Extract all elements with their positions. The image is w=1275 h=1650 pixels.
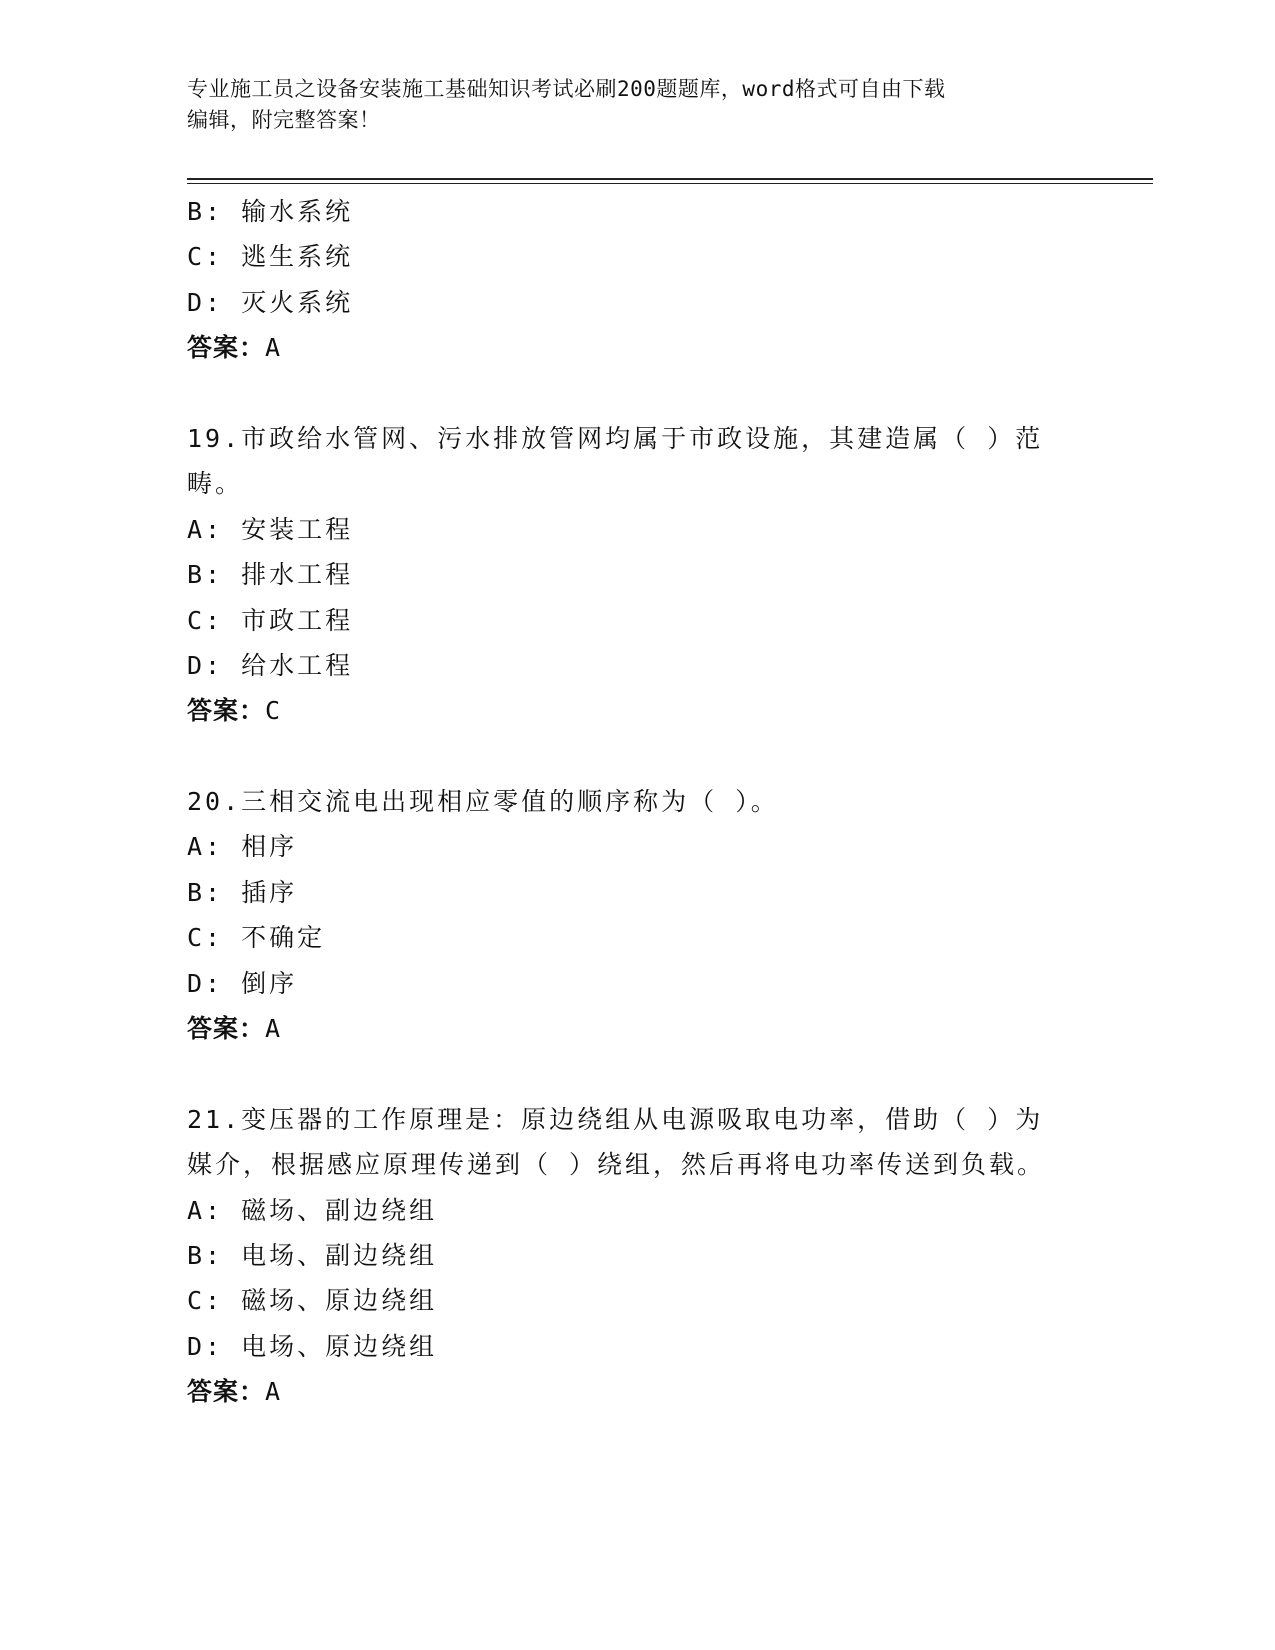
answer-line <box>187 1006 1067 1051</box>
option-d: D: 电场、原边绕组 <box>187 1331 438 1361</box>
option-a: A: 相序 <box>187 832 298 862</box>
answer-label: 答案： <box>187 333 266 363</box>
option-b: B: 电场、副边绕组 <box>187 1240 438 1270</box>
document-header <box>187 74 1067 136</box>
question-20 <box>187 779 1067 1051</box>
header-title-line-2: 编辑，附完整答案！ <box>187 108 381 132</box>
question-18 <box>187 189 1067 371</box>
option-c: C: 市政工程 <box>187 605 354 635</box>
question-21 <box>187 1097 1067 1415</box>
option-b: B: 插序 <box>187 877 298 907</box>
option-d: D: 灭火系统 <box>187 287 354 317</box>
answer-label: 答案： <box>187 1014 266 1044</box>
option-c: C: 逃生系统 <box>187 242 354 272</box>
answer-line <box>187 325 1067 370</box>
answer-value: A <box>265 1014 282 1044</box>
question-19 <box>187 416 1067 734</box>
option-d: D: 给水工程 <box>187 650 354 680</box>
answer-value: A <box>265 1377 282 1407</box>
header-divider-thin <box>187 183 1153 184</box>
header-title-line-1: 专业施工员之设备安装施工基础知识考试必刷200题题库，word格式可自由下载 <box>187 77 946 101</box>
option-d: D: 倒序 <box>187 968 298 998</box>
option-b: B: 排水工程 <box>187 560 354 590</box>
answer-value: A <box>265 333 282 363</box>
question-stem: 20.三相交流电出现相应零值的顺序称为（ ）。 <box>187 787 779 817</box>
option-a: A: 安装工程 <box>187 514 354 544</box>
answer-line <box>187 688 1067 733</box>
answer-value: C <box>265 696 282 726</box>
header-divider-thick <box>187 178 1153 180</box>
answer-line <box>187 1369 1067 1414</box>
option-b: B: 输水系统 <box>187 197 354 226</box>
question-list <box>187 189 1067 1415</box>
option-c: C: 磁场、原边绕组 <box>187 1286 438 1316</box>
question-stem: 21.变压器的工作原理是：原边绕组从电源吸取电功率，借助（ ）为 <box>187 1104 1044 1134</box>
option-a: A: 磁场、副边绕组 <box>187 1195 438 1225</box>
answer-label: 答案： <box>187 1377 266 1407</box>
question-stem: 19.市政给水管网、污水排放管网均属于市政设施，其建造属（ ）范 <box>187 423 1044 453</box>
option-c: C: 不确定 <box>187 923 326 953</box>
question-stem-continued: 媒介，根据感应原理传递到（ ）绕组，然后再将电功率传送到负载。 <box>187 1150 1046 1180</box>
question-stem-continued: 畴。 <box>187 469 244 499</box>
answer-label: 答案： <box>187 696 266 726</box>
